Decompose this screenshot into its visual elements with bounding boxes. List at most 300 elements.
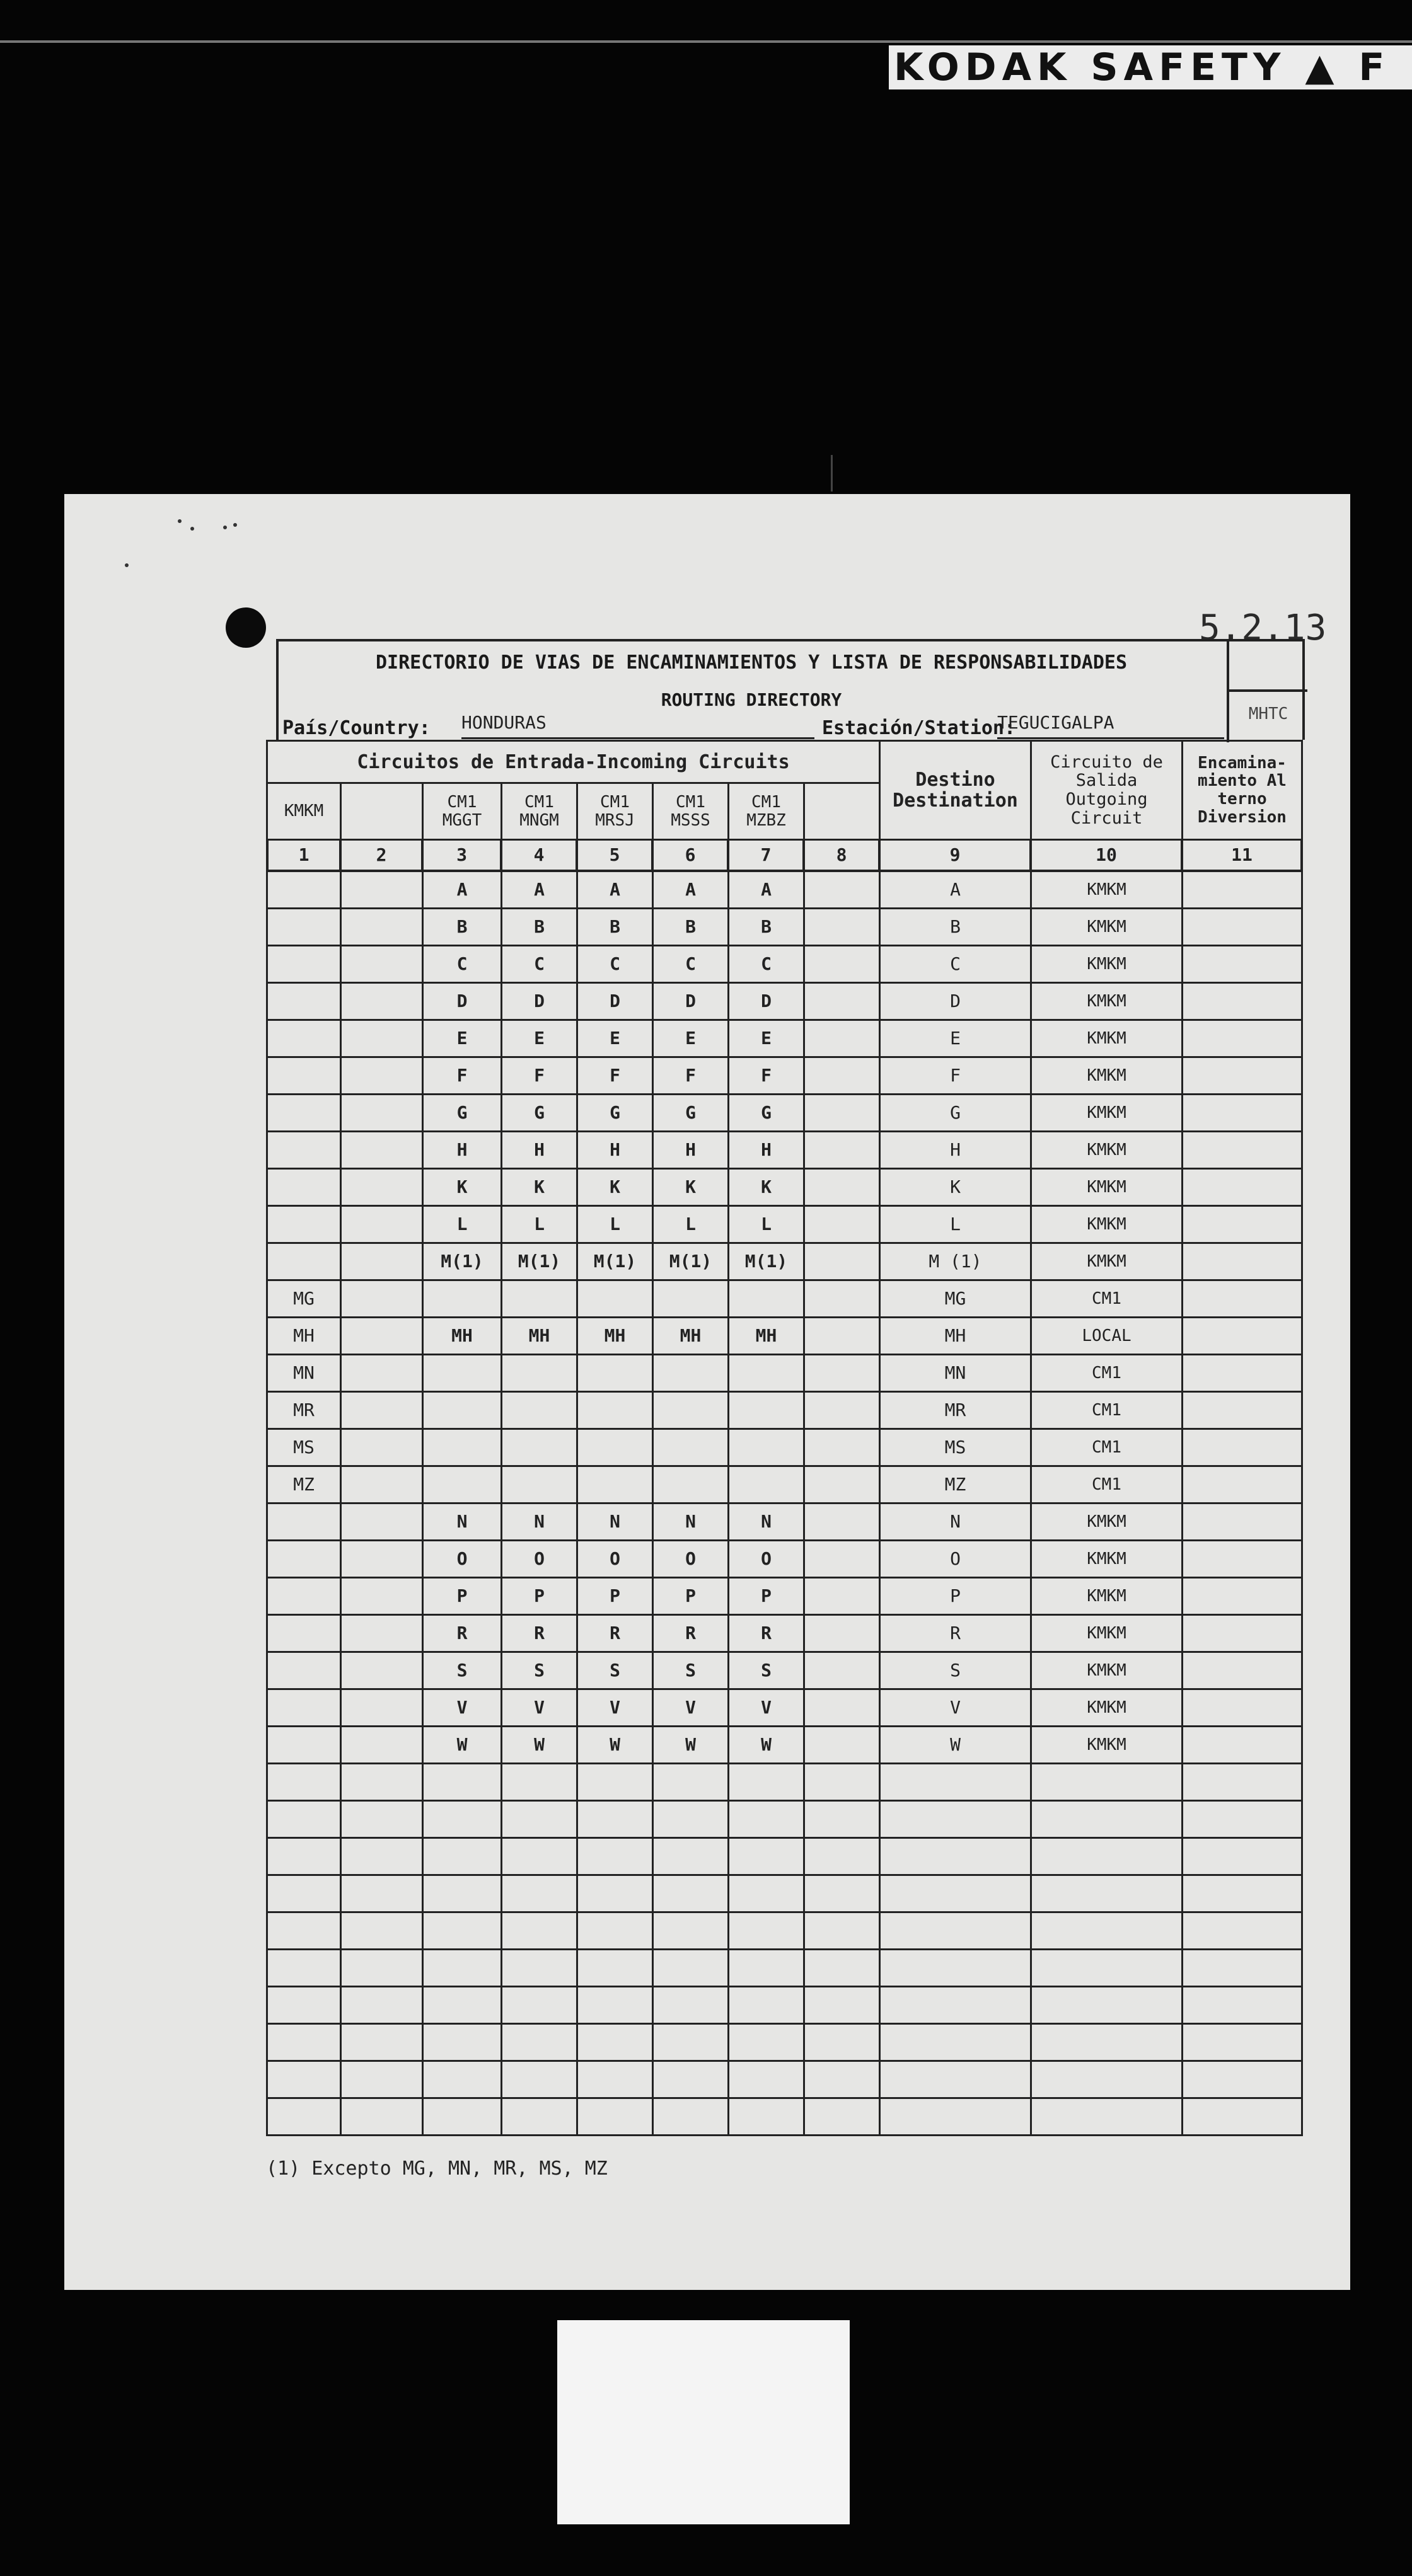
table-cell: V (729, 1690, 805, 1727)
table-cell (342, 1504, 424, 1541)
table-cell: D (654, 984, 729, 1021)
column-number: 1 (266, 841, 342, 872)
table-cell (805, 1355, 881, 1393)
table-cell (342, 1764, 424, 1802)
outgoing-circuit-cell: LOCAL (1032, 1318, 1183, 1355)
table-cell (502, 1430, 578, 1467)
column-number: 8 (805, 841, 881, 872)
table-cell (805, 1764, 881, 1802)
table-cell: H (424, 1132, 502, 1170)
table-cell (266, 909, 342, 946)
table-cell (1183, 1095, 1303, 1132)
table-cell (1183, 1913, 1303, 1950)
table-cell: O (424, 1541, 502, 1578)
destination-cell: MG (881, 1281, 1032, 1318)
table-cell (342, 1802, 424, 1839)
table-cell (729, 1802, 805, 1839)
station-value: TEGUCIGALPA (997, 712, 1224, 739)
outgoing-circuit-cell (1032, 1987, 1183, 2025)
destination-cell: MN (881, 1355, 1032, 1393)
table-cell: R (729, 1616, 805, 1653)
table-cell (578, 2099, 654, 2136)
table-cell (729, 1876, 805, 1913)
table-cell: L (502, 1207, 578, 1244)
table-cell: V (578, 1690, 654, 1727)
outgoing-circuit-cell: KMKM (1032, 872, 1183, 909)
table-cell (578, 1355, 654, 1393)
table-cell: W (424, 1727, 502, 1764)
table-cell (266, 1913, 342, 1950)
table-cell: S (578, 1653, 654, 1690)
table-cell (342, 1058, 424, 1095)
table-cell (805, 1913, 881, 1950)
table-cell (342, 1690, 424, 1727)
table-cell (729, 1430, 805, 1467)
table-cell (502, 1764, 578, 1802)
table-cell (654, 2025, 729, 2062)
table-cell (805, 1058, 881, 1095)
table-cell (578, 1913, 654, 1950)
table-cell (266, 1095, 342, 1132)
table-cell (805, 1616, 881, 1653)
incoming-column-header (805, 784, 881, 841)
destination-cell (881, 1987, 1032, 2025)
table-cell (266, 1170, 342, 1207)
table-cell: D (424, 984, 502, 1021)
table-cell (805, 1987, 881, 2025)
table-cell: S (424, 1653, 502, 1690)
outgoing-circuit-cell: CM1 (1032, 1281, 1183, 1318)
incoming-column-header (342, 784, 424, 841)
header-code: MHTC (1248, 704, 1288, 723)
table-cell (266, 1839, 342, 1876)
table-cell (424, 1764, 502, 1802)
table-cell (729, 1467, 805, 1504)
destination-cell: L (881, 1207, 1032, 1244)
table-cell (424, 2099, 502, 2136)
table-cell: C (424, 946, 502, 984)
destination-cell: G (881, 1095, 1032, 1132)
table-cell (502, 1393, 578, 1430)
table-cell (578, 1802, 654, 1839)
table-cell (1183, 1244, 1303, 1281)
table-cell (805, 1467, 881, 1504)
table-cell: F (729, 1058, 805, 1095)
table-cell (424, 1393, 502, 1430)
table-cell: C (578, 946, 654, 984)
table-cell: B (424, 909, 502, 946)
table-cell: P (424, 1578, 502, 1616)
outgoing-circuit-cell: KMKM (1032, 1207, 1183, 1244)
table-cell (729, 1913, 805, 1950)
table-cell (342, 1281, 424, 1318)
table-cell (502, 2025, 578, 2062)
table-cell: W (502, 1727, 578, 1764)
table-cell (424, 1802, 502, 1839)
table-cell: C (654, 946, 729, 984)
table-cell (1183, 2099, 1303, 2136)
destination-cell: A (881, 872, 1032, 909)
table-cell: O (729, 1541, 805, 1578)
destination-cell (881, 1950, 1032, 1987)
table-cell (1183, 1802, 1303, 1839)
column-number: 10 (1032, 841, 1183, 872)
table-cell (266, 872, 342, 909)
destination-cell: MR (881, 1393, 1032, 1430)
table-cell (342, 1244, 424, 1281)
table-cell (342, 872, 424, 909)
table-cell (1183, 1727, 1303, 1764)
outgoing-circuit-cell (1032, 1839, 1183, 1876)
table-cell: MH (654, 1318, 729, 1355)
table-cell (266, 1876, 342, 1913)
destination-cell: P (881, 1578, 1032, 1616)
column-number: 11 (1183, 841, 1303, 872)
table-cell (578, 1764, 654, 1802)
table-cell (1183, 1467, 1303, 1504)
table-cell: N (424, 1504, 502, 1541)
table-cell (266, 2099, 342, 2136)
table-cell: R (424, 1616, 502, 1653)
outgoing-circuit-cell: KMKM (1032, 1244, 1183, 1281)
table-cell: MH (578, 1318, 654, 1355)
table-cell (266, 1653, 342, 1690)
table-cell: H (578, 1132, 654, 1170)
table-cell (805, 1318, 881, 1355)
table-cell (805, 1132, 881, 1170)
table-cell (654, 2062, 729, 2099)
table-cell (342, 2025, 424, 2062)
table-cell: C (502, 946, 578, 984)
destination-cell: MH (881, 1318, 1032, 1355)
table-cell (654, 1430, 729, 1467)
table-cell (654, 1876, 729, 1913)
table-cell (266, 1690, 342, 1727)
outgoing-circuit-cell (1032, 2025, 1183, 2062)
table-cell (1183, 1430, 1303, 1467)
table-cell (266, 1504, 342, 1541)
table-cell (424, 1281, 502, 1318)
film-tick-mark (831, 455, 833, 492)
outgoing-circuit-cell: CM1 (1032, 1393, 1183, 1430)
table-cell (805, 1839, 881, 1876)
table-cell (342, 946, 424, 984)
table-cell (502, 1467, 578, 1504)
incoming-column-header: KMKM (266, 784, 342, 841)
table-cell: E (424, 1021, 502, 1058)
country-label: País/Country: (282, 717, 431, 739)
table-cell (424, 1467, 502, 1504)
outgoing-circuit-cell: KMKM (1032, 1170, 1183, 1207)
outgoing-circuit-cell: KMKM (1032, 1504, 1183, 1541)
table-cell (502, 1355, 578, 1393)
table-cell: R (502, 1616, 578, 1653)
table-cell (502, 2062, 578, 2099)
table-cell (805, 1504, 881, 1541)
destination-cell: N (881, 1504, 1032, 1541)
destination-header: Destino Destination (881, 740, 1032, 841)
table-cell (342, 1578, 424, 1616)
destination-cell: V (881, 1690, 1032, 1727)
table-cell (1183, 1281, 1303, 1318)
table-cell (266, 1802, 342, 1839)
table-cell (805, 946, 881, 984)
table-cell (342, 1393, 424, 1430)
table-cell (1183, 1950, 1303, 1987)
destination-cell: B (881, 909, 1032, 946)
table-cell (424, 1950, 502, 1987)
table-cell (424, 1355, 502, 1393)
table-cell (578, 1281, 654, 1318)
punch-hole (226, 607, 266, 648)
table-cell (342, 1318, 424, 1355)
table-cell (729, 1281, 805, 1318)
table-cell: B (729, 909, 805, 946)
table-cell: B (502, 909, 578, 946)
destination-cell: MS (881, 1430, 1032, 1467)
table-cell: MH (266, 1318, 342, 1355)
table-cell (805, 1095, 881, 1132)
table-cell: W (729, 1727, 805, 1764)
table-cell: N (502, 1504, 578, 1541)
table-cell: O (578, 1541, 654, 1578)
column-number: 4 (502, 841, 578, 872)
table-cell: W (578, 1727, 654, 1764)
table-cell: K (729, 1170, 805, 1207)
table-cell (342, 909, 424, 946)
table-cell: P (729, 1578, 805, 1616)
table-cell (502, 1802, 578, 1839)
table-cell: G (502, 1095, 578, 1132)
table-cell (502, 1913, 578, 1950)
table-cell: E (729, 1021, 805, 1058)
table-cell (266, 1950, 342, 1987)
table-cell (654, 1393, 729, 1430)
table-cell (654, 1467, 729, 1504)
table-cell (578, 1839, 654, 1876)
table-cell (502, 1876, 578, 1913)
table-cell (342, 1541, 424, 1578)
table-cell (654, 1355, 729, 1393)
incoming-circuits-header: Circuitos de Entrada-Incoming Circuits (266, 740, 881, 784)
outgoing-circuit-cell: KMKM (1032, 946, 1183, 984)
blank-card (557, 2320, 850, 2524)
table-cell (578, 1393, 654, 1430)
table-cell (266, 1207, 342, 1244)
table-cell: D (502, 984, 578, 1021)
destination-cell: C (881, 946, 1032, 984)
table-cell (805, 1876, 881, 1913)
table-cell (1183, 1207, 1303, 1244)
table-cell (654, 1764, 729, 1802)
table-cell (578, 1987, 654, 2025)
outgoing-circuit-cell (1032, 2099, 1183, 2136)
film-edge-line (0, 40, 1412, 43)
station-label: Estación/Station: (822, 717, 1016, 739)
column-number: 3 (424, 841, 502, 872)
destination-cell: O (881, 1541, 1032, 1578)
table-cell (266, 984, 342, 1021)
table-cell (805, 909, 881, 946)
table-cell: N (654, 1504, 729, 1541)
table-cell (729, 2062, 805, 2099)
table-cell: A (424, 872, 502, 909)
table-cell: V (654, 1690, 729, 1727)
destination-cell: W (881, 1727, 1032, 1764)
dust-speck (125, 563, 129, 567)
outgoing-circuit-cell: KMKM (1032, 1616, 1183, 1653)
table-cell (729, 1355, 805, 1393)
table-cell (266, 1578, 342, 1616)
table-cell: K (654, 1170, 729, 1207)
destination-cell (881, 2062, 1032, 2099)
outgoing-circuit-cell: CM1 (1032, 1467, 1183, 1504)
table-cell (1183, 946, 1303, 984)
destination-cell (881, 1913, 1032, 1950)
table-cell: L (654, 1207, 729, 1244)
outgoing-circuit-cell: KMKM (1032, 984, 1183, 1021)
table-cell: M(1) (424, 1244, 502, 1281)
destination-cell: MZ (881, 1467, 1032, 1504)
table-cell (266, 1764, 342, 1802)
alternate-routing-header: Encamina- miento Al terno Diversion (1183, 740, 1303, 841)
table-cell: H (729, 1132, 805, 1170)
table-cell (654, 1281, 729, 1318)
table-cell (1183, 1987, 1303, 2025)
table-cell: MH (424, 1318, 502, 1355)
table-cell (729, 2025, 805, 2062)
table-cell (342, 984, 424, 1021)
table-cell (502, 2099, 578, 2136)
document-header (276, 639, 1305, 740)
table-cell: R (578, 1616, 654, 1653)
table-cell (342, 2062, 424, 2099)
table-cell: MR (266, 1393, 342, 1430)
table-cell (578, 1430, 654, 1467)
table-cell (266, 1541, 342, 1578)
table-cell: G (729, 1095, 805, 1132)
table-cell (342, 1170, 424, 1207)
table-cell (805, 1430, 881, 1467)
table-cell (805, 1207, 881, 1244)
destination-cell: K (881, 1170, 1032, 1207)
table-cell: MS (266, 1430, 342, 1467)
table-cell: F (578, 1058, 654, 1095)
table-cell: M(1) (729, 1244, 805, 1281)
table-cell (342, 1355, 424, 1393)
table-cell (805, 1578, 881, 1616)
table-cell (805, 1244, 881, 1281)
table-cell (502, 1987, 578, 2025)
table-cell (729, 1839, 805, 1876)
table-cell: M(1) (654, 1244, 729, 1281)
dust-speck (178, 519, 182, 523)
table-cell: A (729, 872, 805, 909)
outgoing-circuit-cell: KMKM (1032, 1690, 1183, 1727)
table-cell (1183, 1504, 1303, 1541)
column-number: 5 (578, 841, 654, 872)
table-cell: P (502, 1578, 578, 1616)
table-cell (1183, 1393, 1303, 1430)
incoming-column-header: CM1 MZBZ (729, 784, 805, 841)
table-cell (805, 2062, 881, 2099)
table-cell (729, 1987, 805, 2025)
table-cell (266, 1244, 342, 1281)
dust-speck (190, 527, 194, 531)
table-cell: G (424, 1095, 502, 1132)
routing-table (266, 740, 1303, 2136)
table-cell (729, 1764, 805, 1802)
table-cell: K (578, 1170, 654, 1207)
table-cell (502, 1950, 578, 1987)
table-cell: S (502, 1653, 578, 1690)
table-cell: F (424, 1058, 502, 1095)
table-cell: F (502, 1058, 578, 1095)
incoming-column-header: CM1 MNGM (502, 784, 578, 841)
outgoing-circuit-cell: CM1 (1032, 1430, 1183, 1467)
table-cell (1183, 1058, 1303, 1095)
table-cell (424, 1913, 502, 1950)
table-cell: E (654, 1021, 729, 1058)
outgoing-circuit-cell (1032, 1764, 1183, 1802)
table-cell (1183, 2062, 1303, 2099)
table-cell (1183, 1318, 1303, 1355)
table-cell (1183, 1132, 1303, 1170)
outgoing-circuit-cell (1032, 1876, 1183, 1913)
table-cell (729, 1950, 805, 1987)
outgoing-circuit-cell: KMKM (1032, 1058, 1183, 1095)
table-cell (805, 1653, 881, 1690)
outgoing-circuit-cell: KMKM (1032, 909, 1183, 946)
table-cell: F (654, 1058, 729, 1095)
film-brand-label: KODAK SAFETY ▲ F (889, 45, 1412, 89)
table-cell: G (578, 1095, 654, 1132)
destination-cell: E (881, 1021, 1032, 1058)
table-cell (342, 1616, 424, 1653)
table-cell (1183, 1764, 1303, 1802)
table-cell (342, 1727, 424, 1764)
table-cell (578, 2025, 654, 2062)
table-cell (342, 1021, 424, 1058)
table-cell (1183, 1690, 1303, 1727)
table-cell (578, 1950, 654, 1987)
table-cell (805, 2025, 881, 2062)
table-cell (342, 1950, 424, 1987)
column-number: 9 (881, 841, 1032, 872)
destination-cell: H (881, 1132, 1032, 1170)
table-cell: O (502, 1541, 578, 1578)
table-cell (342, 1987, 424, 2025)
destination-cell (881, 1802, 1032, 1839)
table-cell: N (578, 1504, 654, 1541)
table-cell (805, 1690, 881, 1727)
table-cell (1183, 1170, 1303, 1207)
table-cell (266, 2062, 342, 2099)
table-cell (342, 1095, 424, 1132)
table-cell (266, 1727, 342, 1764)
outgoing-circuit-cell: CM1 (1032, 1355, 1183, 1393)
table-cell: MH (502, 1318, 578, 1355)
table-cell: V (502, 1690, 578, 1727)
table-cell (266, 1021, 342, 1058)
destination-cell (881, 1764, 1032, 1802)
destination-cell (881, 1876, 1032, 1913)
table-cell: B (578, 909, 654, 946)
title-spanish: DIRECTORIO DE VIAS DE ENCAMINAMIENTOS Y LISTA DE RESPONSABILIDADES (375, 652, 1128, 674)
table-cell (1183, 2025, 1303, 2062)
table-cell (266, 1616, 342, 1653)
table-cell (424, 1839, 502, 1876)
